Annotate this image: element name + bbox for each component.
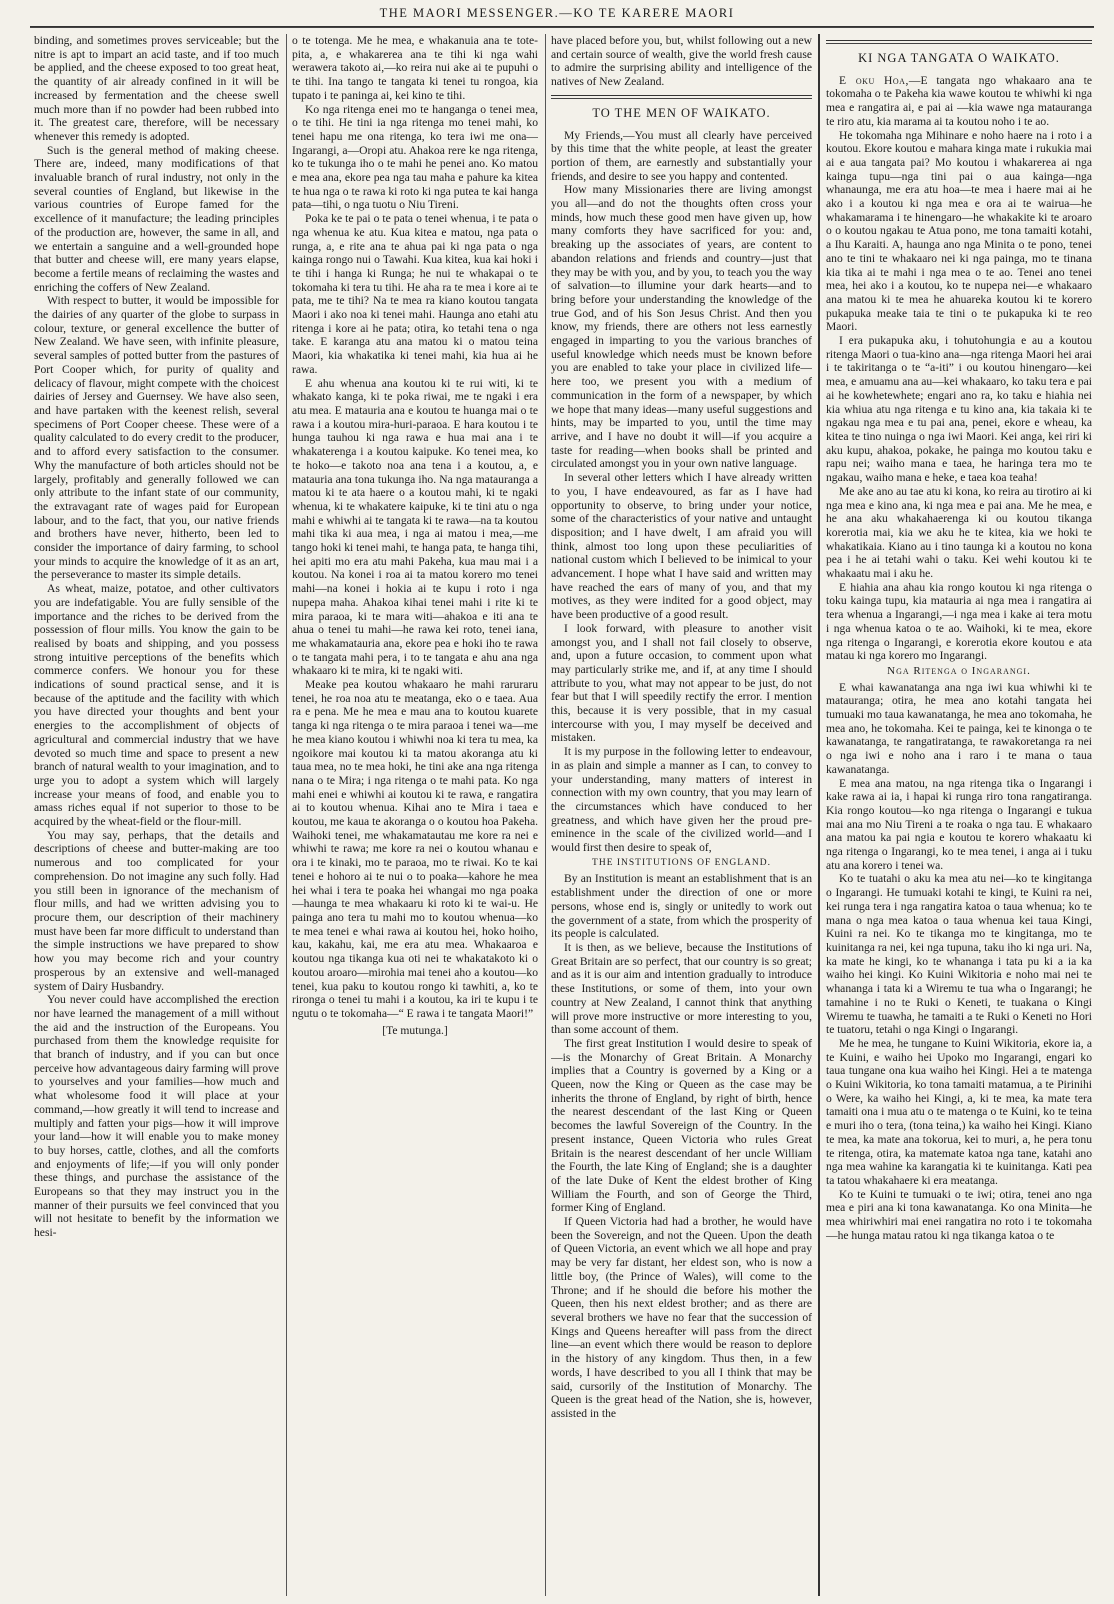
paragraph: E whai kawanatanga ana nga iwi kua whiwhi ki te matauranga; otira, he mea ano kotahi tangata hei tumuaki mo taua kawanatanga, he mea ano tokomaha, he mea ano, he tokomaha. Kei te painga, kei te kinonga o te kawanatanga, te rangatiratanga, te rawakoretanga ra nei o nga iwi e noho ana i raro i te mana o taua kawanatanga. <box>826 680 1092 776</box>
paragraph: I era pukapuka aku, i tohutohungia e au a koutou ritenga Maori o tua-kino ana—nga ritenga Maori hei arai i te takiritanga o te “a-iti” i ou koutou hinengaro—kei mea, e amuamu ana au—kei whakaaro, ko taku tera e pai ai he kowhetewhete; engari ano ra, ko taku e hiahia nei kia whiua atu nga ritenga e tu kino ana, kia takaia ki te ngakau nga mea e tu pai ana, penei, ekore e wheau, ka kitea te tino nuinga o nga iwi Maori. Kei anga, kei riri ki aku kupu, ahakoa, pokake, he painga mo koutou taku e rapu nei; waiho mana e taea, he haringa tera mo te ngakau, waiho mana e heke, e taea koa teaha! <box>826 334 1092 485</box>
masthead-rule <box>30 26 1094 28</box>
paragraph: have placed before you, but, whilst following out a new and certain source of wealth, give the world fresh cause to admire the surprising ability and intelligence of the natives of New Zealand. <box>551 34 812 89</box>
column-1-dairy-article <box>34 34 279 1596</box>
section-subheading: Nga Ritenga o Ingarangi. <box>887 664 1031 677</box>
paragraph: Ko nga ritenga enei mo te hanganga o tenei mea, o te tihi. He tini ia nga ritenga mo tenei mahi, ko tenei hapu me ona ritenga, ko tera iwi me ona—Ingarangi, a—Oropi atu. Ahakoa rere ke nga ritenga, ko te tukunga iho o te mahi he penei ano. Ko matou e mea ana, ekore pea nga tau maha e pahure ka kitea te hua nga o te rawa ki roto ki nga putea te kai hanga pata—tihi, o nga tuotu o Niu Tireni. <box>292 102 538 212</box>
paragraph: How many Missionaries there are living amongst you all—and do not the thoughts often cross your minds, how much these good men have given up, how many comforts they have sacrificed for you: and, breaking up the associates of years, are content to abandon relations and friends and country—just that they may be with you, and by you, to teach you the way of salvation—to illumine your dark hearts—and to bring before your understanding the knowledge of the true God, and of his Son Jesus Christ. And then you know, my friends, there are others not less earnestly engaged in imparting to you the various branches of useful knowledge which needs must be known before you are enabled to take your place in civilized life—here too, we present you with a medium of communication in the form of a newspaper, by which we hope that many ideas—many useful suggestions and hints, may be imparted to you, until the time may arrive, and I have no doubt it will—if you acquire a taste for reading—when books shall be printed and circulated amongst you in your own native language. <box>551 183 812 471</box>
paragraph: E ahu whenua ana koutou ki te rui witi, ki te whakato kanga, ki te poka riwai, me te ngaki i era atu mea. E matauria ana e koutou te huanga mai o te rawa i a koutou mira-huri-paraoa. E hara koutou i te hunga tauhou ki nga rawa e hua mai ana i te whakaterenga i a koutou kaipuke. Ko tenei mea, ko te hoko—e takoto noa ana tena i a koutou, a, e matauria ana tona tukunga iho. Na nga matauranga a matou ki te ata haere o a koutou mahi, ki te ngaki whenua, ki te whakatere kaipuke, ki te tini atu o nga mahi e whiwhi ai te tangata ki te rawa—na ta koutou mahi tika ki aua mea, i nga ai matou i mea,—me tango hoki ki tenei mahi, te hanga pata, te hanga tihi, hei apiti mo era atu mahi Pakeha, kua mau mai i a koutou. Na konei i roa ai ta matou korero mo tenei mahi—na konei i hokia ai te kupu i roto i nga nupepa maha. Ahakoa kihai tenei mahi i rite ki te mira paraoa, ki te mara witi—ahakoa e iti ana te ahua o tenei tu mahi—he rawa kei roto, tenei iana, me whakamatauria ana, ekore pea e hoki iho te rawa o te tangata mahi pera, i to te tangata e ahu ana nga whakaaro ki te mira, ki te ngaki witi. <box>292 376 538 678</box>
salutation: E oku Hoa, <box>839 73 909 87</box>
paragraph: Ko te Kuini te tumuaki o te iwi; otira, tenei ano nga mea e piri ana ki tona kawanatanga. Ko ona Minita—he mea whiriwhiri mai enei rangatira no roto i te tokomaha—he hunga matau ratou ki nga tikanga katoa o te <box>826 1187 1092 1242</box>
paragraph: It is then, as we believe, because the Institutions of Great Britain are so perfect, that our country is so great; and as it is our aim and intention gradually to introduce these Institutions, or some of them, into your own country at New Zealand, I cannot think that anything will prove more instructive or more interesting to you, than some account of them. <box>551 941 812 1037</box>
column-3-men-of-waikato <box>551 34 812 1596</box>
paragraph: o te totenga. Me he mea, e whakanuia ana te tote-pita, a, e whakarerea ana te tihi ki nga wahi werawera takoto ai,—ko reira nui ake ai te pupuhi o te tihi. Ina tango te tangata ki tenei tu rongoa, kia tupato i te paninga ai, kei kino te tihi. <box>292 34 538 102</box>
masthead-english-title: THE MAORI MESSENGER. <box>379 6 560 20</box>
paragraph: E mea ana matou, na nga ritenga tika o Ingarangi i kake rawa ai ia, i hapai ki runga riro tona rangatiranga. Kia rongo koutou—ko nga ritenga o Ingarangi e tukua mai ana mo Niu Tireni a te roaka o nga tau. E whakaaro ana matou ka pai ngia e koutou te korero whakaatu ki nga ritenga o Ingarangi, ko te mea tenei, i anga ai i tuku atu ana korero i tenei wa. <box>826 776 1092 872</box>
paragraph: You may say, perhaps, that the details and descriptions of cheese and butter-making are too numerous and too complicated for your comprehension. Do not imagine any such folly. Had you still been in ignorance of the mechanism of flour mills, and had we written advising you to procure them, our description of their machinery must have been far more difficult to understand than the simple instructions we have prepared to show how you may become rich and your country prosperous by an extensive and well-managed system of Dairy Husbandry. <box>34 828 279 993</box>
paragraph: He tokomaha nga Mihinare e noho haere na i roto i a koutou. Ekore koutou e mahara kinga mate i rukukia mai ai e aua tangata pai? Mo koutou i whakarerea ai nga kainga tupu—nga tini pai o aua kainga—nga whanaunga, me era atu hoa—te mea i haere mai ai he ako i a koutou ki nga mea e ora ai te wairua—he whakamarama i te hinengaro—he whakakite ki te aroaro o o koutou ngakau te Atua pono, me tona tamaiti kotahi, a Ihu Karaiti. A, haunga ano nga Minita o te pono, tenei ano te tini te whakaaro nei ki nga painga, mo te tinana kia tika ai te mahi i nga mea o te ao. Tenei ano tenei mea, hei ako i a koutou, ko te nupepa nei—e whakaaro ana matou ki te mea he ahuareka koutou ki te korero pukapuka meake taia te tini o te pukapuka ki te reo Maori. <box>826 128 1092 334</box>
paragraph: E hiahia ana ahau kia rongo koutou ki nga ritenga o toku kainga tupu, kia matauria ai nga mea i rangatira ai tera whenua a Ingarangi,—i nga mea i kake ai tera motu i nga whenua katoa o te ao. Waihoki, ki te mea, ekore nga ritenga o Ingarangi, e korerotia ekore koutou e ata matau ki nga korero mo Ingarangi. <box>826 580 1092 663</box>
paragraph: Poka ke te pai o te pata o tenei whenua, i te pata o nga whenua ke atu. Kua kitea e matou, nga pata o runga, a, e rite ana te ahua pai ki nga pata o nga kainga rongo nui o Tawahi. Kua kitea, kua kai hoki i te tihi i hanga ki Runga; he nui te whakapai o te tokomaha ki tera tu tihi. He aha ra te mea i kore ai te pata, me te tihi? Na te mea ra kiano koutou tangata Maori i ako noa ki tenei mahi. Haunga ano etahi atu ritenga i kore ai he pata; otira, ko tetahi tena o nga take. E karanga atu ana matou ki o matou teina Maori, kia whakatika ki tenei mahi, kia hua ai he rawa. <box>292 212 538 376</box>
paragraph: The first great Institution I would desire to speak of—is the Monarchy of Great Britain. A Monarchy implies that a Country is governed by a King or a Queen, now the King or Queen as the case may be inherits the throne of England, by right of birth, hence the nearest descendant of the last King or Queen becomes the lawful Sovereign of the Country. In the present instance, Queen Victoria who rules Great Britain is the nearest descendant of her uncle William the Fourth, the late King of England; she is a daughter of the late Duke of Kent the eldest brother of King William the Fourth, and son of George the Third, former King of England. <box>551 1036 812 1215</box>
article-heading: KI NGA TANGATA O WAIKATO. <box>858 51 1060 65</box>
column-divider <box>286 34 287 1596</box>
paragraph: Me he mea, he tungane to Kuini Wikitoria, ekore ia, a te Kuini, e waiho hei Upoko mo Ingarangi, engari ko taua tungane ona kua waiho hei Kingi. Hei a te matenga o Kuini Wikitoria, ko tona tamaiti matamua, a te Pirinihi o Were, ka waiho hei Kingi, a, ki te mea, ka mate tera tamaiti ona i mua atu o te matenga o te Kuini, ko te teina e muri iho o tera, (tona teina,) ka waiho hei Kingi. Kiano te mea, ka mate ana tokorua, kei to muri, a, he pera tonu te ritenga, otira, ka matemate katoa nga tane, katahi ano nga mea wahine ka karangatia ki te kuinitanga. Kati pea ta tatou whakahaere ki era meatanga. <box>826 1036 1092 1187</box>
column-2-maori-dairy-article <box>292 34 538 1596</box>
paragraph: My Friends,—You must all clearly have perceived by this time that the white people, at least the greater portion of them, are earnestly and substantially your friends, and desire to see you happy and contented. <box>551 128 812 183</box>
column-4-ki-nga-tangata <box>826 34 1092 1596</box>
paragraph: As wheat, maize, potatoe, and other cultivators you are indefatigable. You are fully sensible of the importance and the riches to be derived from the possession of flour mills. You know the gain to be realised by boats and shipping, and you possess strong intuitive perceptions of the benefits which commerce confers. We honour you for these indications of sound practical sense, and it is because of the aptitude and the facility with which you have directed your thoughts and bent your energies to the accomplishment of objects of agricultural and commercial industry that we have devoted so much time and space to present a new branch of natural wealth to your imagination, and to urge you to adopt a system which will largely increase your means of food, and enable you to amass riches equal if not superior to those to be acquired by the wheat-field or the flour-mill. <box>34 582 279 829</box>
paragraph: Meake pea koutou whakaaro he mahi raruraru tenei, he roa noa atu te meatanga, eko o e taea. Aua ra e pena. Me he mea e mau ana to koutou kuarete tanga ki nga ritenga o te mira paraoa i tenei wa—me he mea kiano koutou i whiwhi noa ki tera tu mea, ka ngoikore mai koutou ki ta matou akoranga atu ki taua mea, no te mea hoki, he tini ake ana nga ritenga nana o te Mira; i nga ritenga o te mahi pata. Ko nga mahi enei e whiwhi ai koutou ki te rawa, e rangatira ai to koutou whenua. Kihai ano te Mira i taea e koutou, me kaua te akoranga o o koutou hoa Pakeha. Waihoki tenei, me whakamatautau me kore ra nei e whiwhi te rawa; me kore ra nei o koutou whanau e ora i te kinaki, mo te paraoa, mo te riwai. Ko te kai tenei e hohoro ai te nui o to poaka—kahore he mea hei whai i tera te poaka hei whangai mo nga poaka—haunga te mea whakaaru ki roto ki te wai-u. He painga ano tera tu mahi mo to koutou whenua—ko te mea tenei e whai rawa ai koutou hei, hoko hoiho, kau, kakahu, kai, me era atu mea. Whakaaroa e koutou nga tikanga kua oti nei te whakatakoto ki o koutou aroaro—mirohia mai tenei aho a koutou—ko tenei, kua paku to koutou rongo ki tawhiti, a, ko te rironga o tenei tu mahi i a koutou, ka iri te kupu i te ngutu o te tokomaha—“ E rawa i te tangata Maori!” <box>292 678 538 1020</box>
section-rule <box>551 95 812 99</box>
paragraph: By an Institution is meant an establishment that is an establishment under the direction of one or more persons, whose end is, singly or unitedly to work out the government of a state, from which the prosperity of its people is calculated. <box>551 872 812 941</box>
article-heading: TO THE MEN OF WAIKATO. <box>592 105 771 120</box>
paragraph-text: —E tangata ngo whakaaro ana te tokomaha o te Pakeha kia wawe koutou te whiwhi ki nga mea e rangatira ai, e pai ai —kia wawe nga matauranga te riro atu, kia marama ai ta koutou noho i te ao. <box>826 73 1092 128</box>
paragraph: If Queen Victoria had had a brother, he would have been the Sovereign, and not the Queen. Upon the death of Queen Victoria, an event which we all hope and pray may be very far distant, her eldest son, who is now a little boy, (the Prince of Wales), will come to the Throne; and if he should die before his mother the Queen, then his next eldest brother; and as there are several brothers we have no fear that the succession of Kings and Queens hereafter will pass from the direct line—an event which there would be reason to deplore in the history of any kingdom. Thus then, in a few words, I have described to you all I think that may be said, cursorily of the Institution of Monarchy. The Queen is the great head of the Nation, she is, however, assisted in the <box>551 1215 812 1420</box>
section-rule <box>826 40 1092 44</box>
paragraph: Ko te tuatahi o aku ka mea atu nei—ko te kingitanga o Ingarangi. He tumuaki kotahi te kingi, te Kuini ra nei, kei runga tera i nga rangatira katoa o taua whenua; ko te mana o nga mea katoa o taua whenua kei taua Kingi, Kuini ra nei. Ko te tikanga mo te kingitanga, mo te kuinitanga ra nei, kei nga tupuna, taku iho ki nga uri. Na, ka mate he kingi, ko te whananga i tata pu ki a ia ka waiho hei kingi. Ko Kuini Wikitoria e noho mai nei te whananga i tata ki a Wiremu te tua wha o Ingarangi; he tamahine i no te Ruki o Keneti, te tuakana o Kingi Wiremu te tuawha, he tamaiti a te Ruki o Keneti no Hori te tuatoru, tetahi o nga Kingi o Ingarangi. <box>826 872 1092 1037</box>
article-end-marker: [Te mutunga.] <box>382 1023 448 1037</box>
column-divider <box>545 34 546 1596</box>
paragraph <box>826 74 1092 129</box>
paragraph: Me ake ano au tae atu ki kona, ko reira au tirotiro ai ki nga mea e kino ana, ki nga mea e pai ana. Me he mea, e he ana aku whakahaerenga ki ou koutou tikanga korerotia mai, kia we aku he te kitea, kia we hoki te whakatikaia. Kiano au i tino taunga ki a koutou no kona pea i he ai tetahi wahi o taku. Kei wehi koutou ki te whakaatu mai i aku he. <box>826 484 1092 581</box>
paragraph: You never could have accomplished the erection nor have learned the management of a mill without the aid and the instruction of the Europeans. You purchased from them the knowledge requisite for that branch of industry, and if you can but once perceive how advantageous dairy farming will prove to yourselves and your families—how much and what wholesome food it will place at your command,—how greatly it will tend to increase and multiply and fatten your pigs—how it will improve your land—how it will enable you to make money to buy horses, cattle, clothes, and all the comforts and enjoyments of life;—if you will only ponder these things, and purchase the assistance of the Europeans so that they may instruct you in the manner of their pursuits we feel convinced that you will not hesitate to benefit by the information we hesi- <box>34 993 279 1240</box>
paragraph: In several other letters which I have already written to you, I have endeavoured, as far as I have had opportunity to observe, to bring under your notice, some of the characteristics of your native and untaught disposition; and I have dwelt, I am afraid you will think, almost too long upon these peculiarities of national custom which I believed to be inimical to your advancement. I hope what I have said and written may have reached the ears of many of you, and that my motives, as they were indited for a good object, may have been productive of a good result. <box>551 471 812 622</box>
paragraph: Such is the general method of making cheese. There are, indeed, many modifications of that invaluable branch of rural industry, not only in the several counties of England, but likewise in the various countries of Europe famed for the excellence of it manufacture; the leading principles of the production are, however, the same in all, and we entertain a sanguine and a well-grounded hope that butter and cheese will, ere many years elapse, become a fertile means of reclaiming the wastes and enriching the coffers of New Zealand. <box>34 143 279 294</box>
masthead-separator: — <box>559 6 574 20</box>
masthead-maori-title: KO TE KARERE MAORI <box>573 6 735 20</box>
paragraph: With respect to butter, it would be impossible for the dairies of any quarter of the globe to surpass in colour, texture, or general excellence the butter of New Zealand. We have seen, with infinite pleasure, several samples of potted butter from the pastures of Port Cooper which, for purity of quality and delicacy of flavour, might compete with the choicest dairies of Jersey and Guernsey. We have also seen, and have partaken with the keenest relish, several specimens of Port Cooper cheese. These were of a quality calculated to do every credit to the producer, and to afford every satisfaction to the consumer. Why the manufacture of both articles should not be largely, profitably and generally followed we can only attribute to the infant state of our community, the extravagant rate of wages paid for European labour, and to the fact, that you, our native friends and brothers have never, hitherto, been led to consider the importance of dairy farming, to school your minds to acquire the knowledge of it as an art, the perseverance to master its simple details. <box>34 294 279 582</box>
paragraph: I look forward, with pleasure to another visit amongst you, and I shall not fail closely to observe, and, upon a future occasion, to comment upon what may particularly strike me, and if, at any time I should attribute to you, what may not appear to be just, do not fear but that I will speedily rectify the error. I mention this, because it is very possible, that in my casual intercourse with you, I may myself be deceived and mistaken. <box>551 621 812 745</box>
paragraph: binding, and sometimes proves serviceable; but the nitre is apt to impart an acid taste, and if too much be applied, and the cheese exposed to too great heat, the quantity of air already confined in it will be increased by fermentation and the cheese swell much more than if no powder had been rubbed into it. The greatest care, therefore, will be necessary whenever this remedy is adopted. <box>34 34 279 143</box>
column-divider <box>818 34 820 1596</box>
section-subheading: THE INSTITUTIONS OF ENGLAND. <box>592 857 771 868</box>
paragraph: It is my purpose in the following letter to endeavour, in as plain and simple a manner as I can, to convey to your understanding, many matters of interest in connection with my own country, that you may learn of the circumstances which have conduced to her greatness, and which have given her the proud pre-eminence in the scale of the civilized world—and I would first then desire to speak of, <box>551 745 812 855</box>
